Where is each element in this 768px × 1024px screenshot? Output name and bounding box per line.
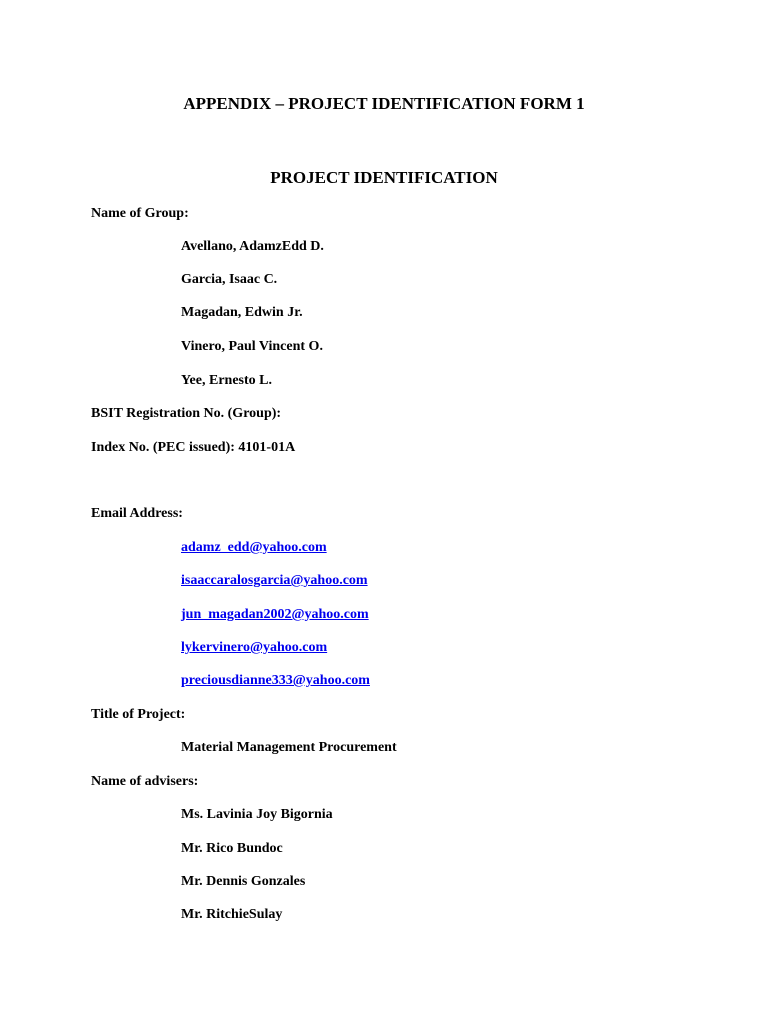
project-title: Material Management Procurement (181, 740, 397, 755)
email-link[interactable]: jun_magadan2002@yahoo.com (181, 607, 369, 622)
adviser-name: Mr. RitchieSulay (181, 907, 283, 922)
group-label: Name of Group: (91, 206, 189, 221)
project-label: Title of Project: (91, 707, 186, 722)
group-member: Garcia, Isaac C. (181, 272, 278, 287)
group-member: Yee, Ernesto L. (181, 373, 272, 388)
group-member: Magadan, Edwin Jr. (181, 305, 303, 320)
index-label: Index No. (PEC issued): 4101-01A (91, 440, 296, 455)
registration-label: BSIT Registration No. (Group): (91, 406, 282, 421)
group-member: Vinero, Paul Vincent O. (181, 339, 323, 354)
email-link[interactable]: adamz_edd@yahoo.com (181, 540, 327, 555)
group-member: Avellano, AdamzEdd D. (181, 239, 324, 254)
advisers-label: Name of advisers: (91, 774, 199, 789)
section-title: PROJECT IDENTIFICATION (270, 168, 498, 187)
email-label: Email Address: (91, 506, 183, 521)
email-link[interactable]: isaaccaralosgarcia@yahoo.com (181, 573, 368, 588)
email-link[interactable]: lykervinero@yahoo.com (181, 640, 328, 655)
adviser-name: Mr. Rico Bundoc (181, 841, 283, 856)
appendix-title: APPENDIX – PROJECT IDENTIFICATION FORM 1 (183, 94, 585, 113)
adviser-name: Ms. Lavinia Joy Bigornia (181, 807, 333, 822)
adviser-name: Mr. Dennis Gonzales (181, 874, 306, 889)
email-link[interactable]: preciousdianne333@yahoo.com (181, 673, 370, 688)
